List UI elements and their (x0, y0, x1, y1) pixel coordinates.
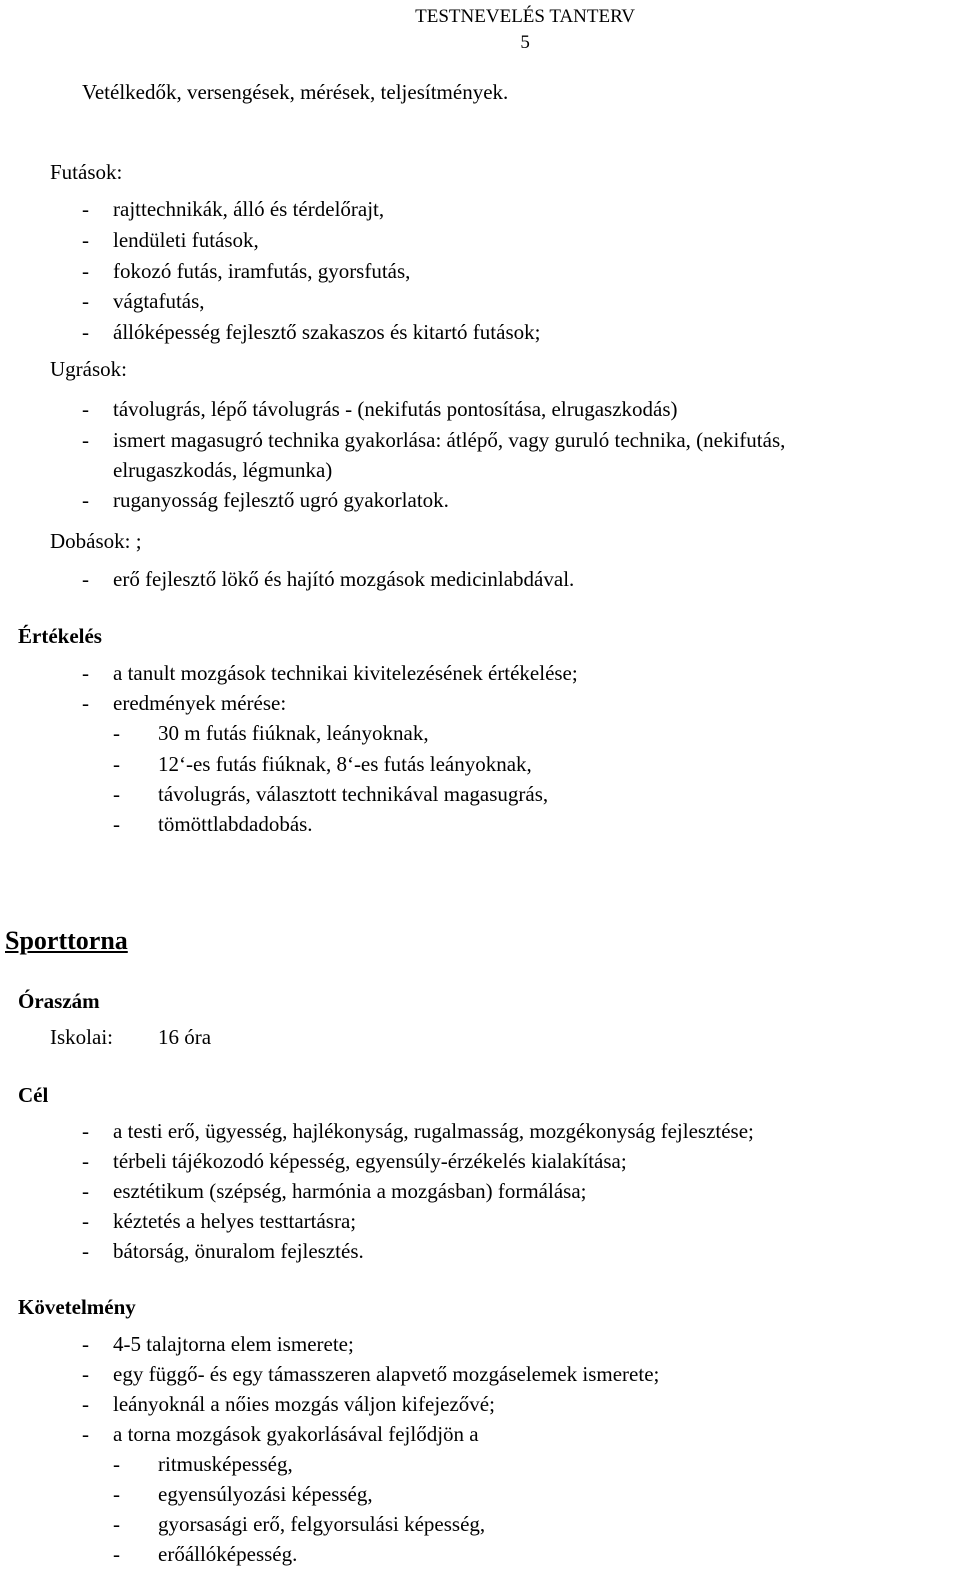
sub-list-item: - egyensúlyozási képesség, (113, 1482, 373, 1506)
sub-list-item: - tömöttlabdadobás. (113, 812, 313, 836)
sub-list-item: - gyorsasági erő, felgyorsulási képesség, (113, 1512, 486, 1536)
list-item: - fokozó futás, iramfutás, gyorsfutás, (82, 259, 411, 283)
page-number: 5 (520, 32, 530, 53)
cel-heading: Cél (18, 1083, 49, 1107)
list-item: - kéztetés a helyes testtartásra; (82, 1209, 357, 1233)
header-title: TESTNEVELÉS TANTERV (415, 6, 635, 27)
list-item: - egy függő- és egy támasszeren alapvető mozgáselemek ismerete; (82, 1362, 660, 1386)
list-item: - térbeli tájékozodó képesség, egyensúly-érzékelés kialakítása; (82, 1149, 627, 1173)
sub-list-item: - 30 m futás fiúknak, leányoknak, (113, 721, 429, 745)
list-item: - ruganyosság fejlesztő ugró gyakorlatok. (82, 488, 449, 512)
list-item: - a torna mozgások gyakorlásával fejlődjön a (82, 1422, 479, 1446)
iskolai-label: Iskolai: (50, 1025, 113, 1049)
iskolai-value: 16 óra (158, 1025, 212, 1049)
list-item: - távolugrás, lépő távolugrás - (nekifutás pontosítása, elrugaszkodás) (82, 397, 678, 421)
list-item: - a testi erő, ügyesség, hajlékonyság, rugalmasság, mozgékonyság fejlesztése; (82, 1119, 754, 1143)
ugrasok-heading: Ugrások: (50, 357, 127, 381)
list-item: - 4-5 talajtorna elem ismerete; (82, 1332, 354, 1356)
futasok-heading: Futások: (50, 160, 123, 184)
list-item: - vágtafutás, (82, 289, 205, 313)
sub-list-item: - távolugrás, választott technikával magasugrás, (113, 782, 549, 806)
ertekeles-heading: Értékelés (18, 624, 102, 648)
list-item: - leányoknál a nőies mozgás váljon kifejezővé; (82, 1392, 495, 1416)
list-item: - esztétikum (szépség, harmónia a mozgásban) formálása; (82, 1179, 587, 1203)
oraszam-heading: Óraszám (18, 989, 100, 1013)
kovetelmeny-heading: Követelmény (18, 1295, 136, 1319)
intro-text: Vetélkedők, versengések, mérések, teljesítmények. (82, 80, 509, 104)
list-item: - bátorság, önuralom fejlesztés. (82, 1239, 364, 1263)
section-title: Sporttorna (5, 926, 128, 955)
sub-list-item: - 12‘-es futás fiúknak, 8‘-es futás leányoknak, (113, 752, 532, 776)
list-item: - a tanult mozgások technikai kivitelezésének értékelése; (82, 661, 578, 685)
sub-list-item: - erőállóképesség. (113, 1542, 298, 1566)
sub-list-item: - ritmusképesség, (113, 1452, 293, 1476)
list-item: - rajttechnikák, álló és térdelőrajt, (82, 197, 385, 221)
dobasok-heading: Dobások: ; (50, 529, 142, 553)
page-header (415, 4, 635, 56)
list-item: - eredmények mérése: (82, 691, 287, 715)
list-item: - erő fejlesztő lökő és hajító mozgások medicinlabdával. (82, 567, 575, 591)
list-item-continuation: elrugaszkodás, légmunka) (113, 458, 333, 482)
list-item: - ismert magasugró technika gyakorlása: átlépő, vagy guruló technika, (nekifutás, (82, 428, 786, 452)
list-item: - állóképesség fejlesztő szakaszos és kitartó futások; (82, 320, 541, 344)
list-item: - lendületi futások, (82, 228, 259, 252)
